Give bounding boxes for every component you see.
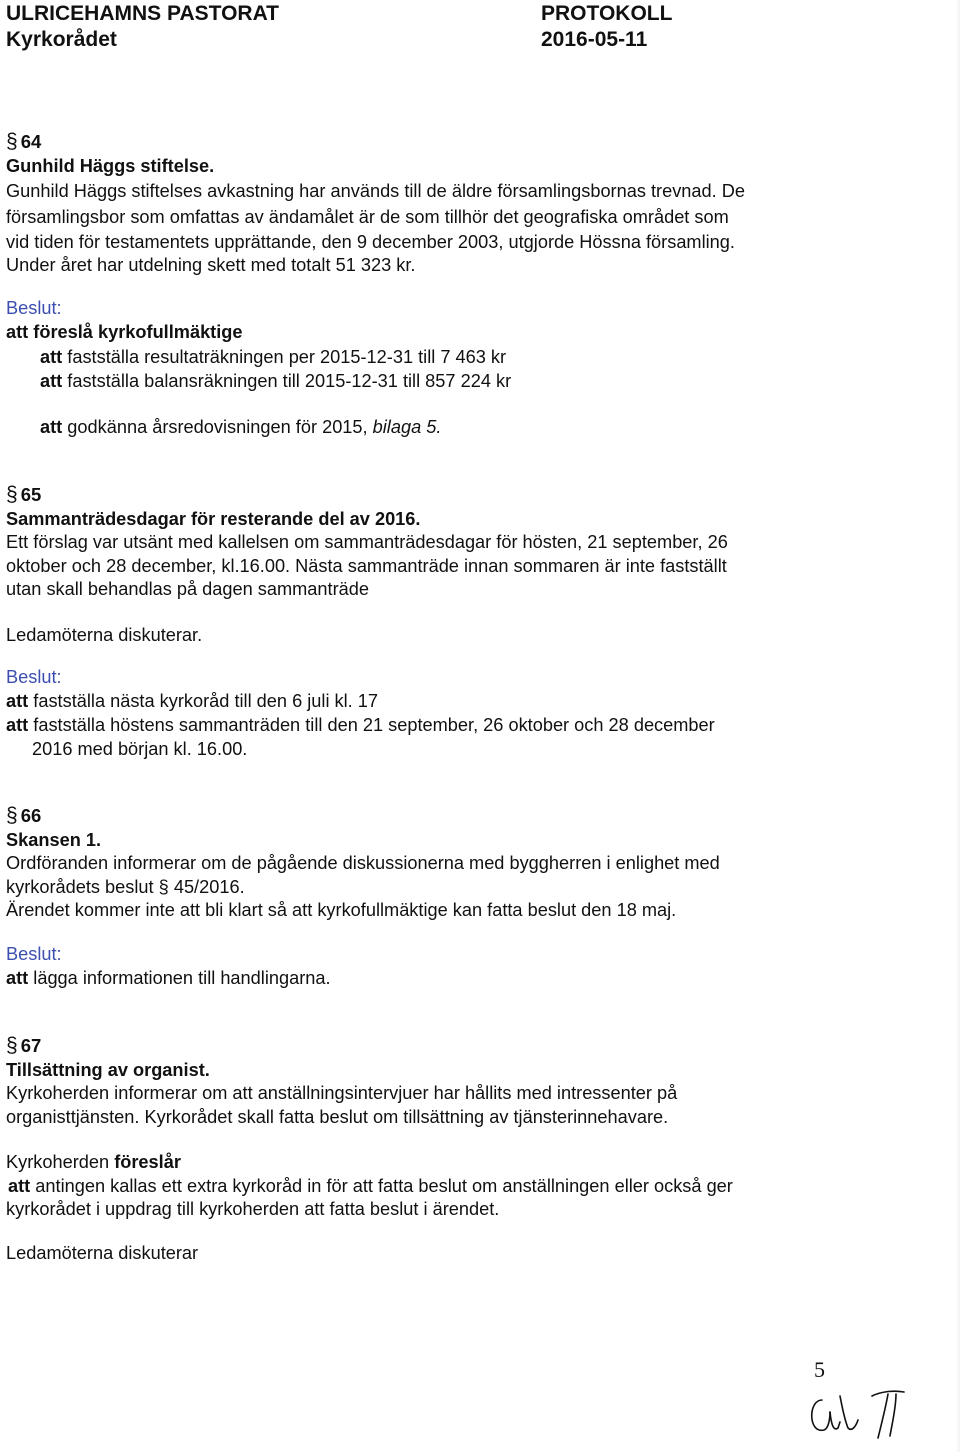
header-body: Kyrkorådet: [6, 28, 117, 51]
section-65-number: § 65: [6, 483, 42, 506]
section-65-beslut-label: Beslut:: [6, 667, 62, 687]
section-64-decision-item: att fastställa resultaträkningen per 2015-12-31 till 7 463 kr: [40, 347, 507, 367]
section-64-decision-item: att godkänna årsredovisningen för 2015, bilaga 5.: [40, 417, 442, 437]
section-65-paragraph-line: Ett förslag var utsänt med kallelsen om sammanträdesdagar för hösten, 21 september, 26: [6, 532, 728, 552]
section-66-title: Skansen 1.: [6, 830, 102, 850]
section-symbol: §: [6, 130, 18, 153]
section-64-paragraph-line: församlingsbor som omfattas av ändamålet är de som tillhör det geografiska området som: [6, 207, 729, 227]
section-66-paragraph-line: Ordföranden informerar om de pågående diskussionerna med byggherren i enlighet med: [6, 853, 720, 873]
section-65-decision-item: att fastställa höstens sammanträden till den 21 september, 26 oktober och 28 december: [6, 715, 715, 735]
section-64-number: § 64: [6, 130, 42, 153]
section-64-beslut-label: Beslut:: [6, 298, 62, 318]
section-66-number: § 66: [6, 804, 42, 827]
section-64-paragraph-line: vid tiden för testamentets upprättande, den 9 december 2003, utgjorde Hössna församling.: [6, 232, 735, 252]
scan-edge: [956, 0, 960, 1452]
section-67-proposal-item: att antingen kallas ett extra kyrkoråd in för att fatta beslut om anställningen eller också ger: [8, 1176, 733, 1196]
section-66-beslut-label: Beslut:: [6, 944, 62, 964]
section-64-paragraph-line: Under året har utdelning skett med totalt 51 323 kr.: [6, 255, 416, 275]
section-66-paragraph-line: Ärendet kommer inte att bli klart så att kyrkofullmäktige kan fatta beslut den 18 maj.: [6, 900, 677, 920]
handwritten-initials-signature: [800, 1382, 920, 1444]
section-67-paragraph-line: organisttjänsten. Kyrkorådet skall fatta beslut om tillsättning av tjänsterinnehavare.: [6, 1107, 669, 1127]
section-67-title: Tillsättning av organist.: [6, 1060, 210, 1080]
section-65-paragraph-line: Ledamöterna diskuterar.: [6, 625, 203, 645]
header-date: 2016-05-11: [541, 28, 648, 51]
attachment-reference: bilaga 5.: [372, 417, 442, 437]
section-65-decision-item: att fastställa nästa kyrkoråd till den 6 juli kl. 17: [6, 691, 379, 711]
section-67-paragraph-line: Ledamöterna diskuterar: [6, 1243, 199, 1263]
section-65-decision-continuation: 2016 med början kl. 16.00.: [32, 739, 248, 759]
section-67-proposal-continuation: kyrkorådet i uppdrag till kyrkoherden att fatta beslut i ärendet.: [6, 1199, 500, 1219]
section-65-paragraph-line: utan skall behandlas på dagen sammanträde: [6, 579, 369, 599]
section-64-decision-heading: att föreslå kyrkofullmäktige: [6, 322, 243, 342]
section-64-title: Gunhild Häggs stiftelse.: [6, 156, 215, 176]
section-64-decision-item: att fastställa balansräkningen till 2015-12-31 till 857 224 kr: [40, 371, 512, 391]
section-67-proposal-heading: Kyrkoherden föreslår: [6, 1152, 181, 1172]
section-64-paragraph-line: Gunhild Häggs stiftelses avkastning har används till de äldre församlingsbornas trevnad. De: [6, 181, 746, 201]
page-number: 5: [814, 1357, 825, 1382]
header-doc-type: PROTOKOLL: [541, 2, 673, 25]
section-65-paragraph-line: oktober och 28 december, kl.16.00. Nästa sammanträde innan sommaren är inte fastställt: [6, 556, 727, 576]
section-66-decision-item: att lägga informationen till handlingarna.: [6, 968, 331, 988]
section-66-paragraph-line: kyrkorådets beslut § 45/2016.: [6, 877, 245, 897]
section-65-title: Sammanträdesdagar för resterande del av 2016.: [6, 509, 421, 529]
section-67-paragraph-line: Kyrkoherden informerar om att anställningsintervjuer har hållits med intressenter på: [6, 1083, 678, 1103]
section-67-number: § 67: [6, 1034, 42, 1057]
header-organization: ULRICEHAMNS PASTORAT: [6, 2, 279, 25]
